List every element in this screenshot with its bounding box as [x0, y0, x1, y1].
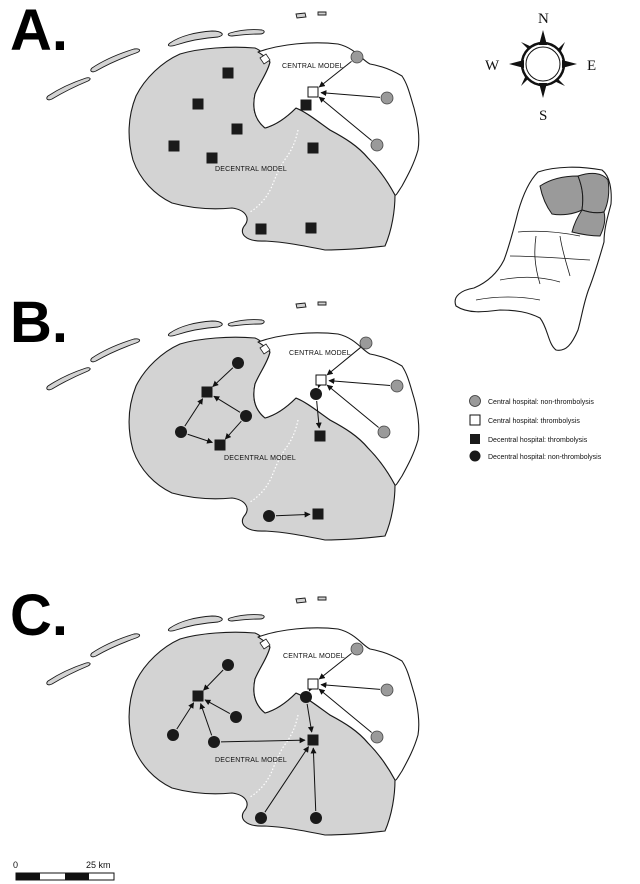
compass-north: N [538, 11, 549, 27]
central-model-label: CENTRAL MODEL [282, 63, 344, 70]
central-non-thrombolysis-hospital [378, 426, 390, 438]
scale-bar [13, 860, 114, 880]
decentral-model-label: DECENTRAL MODEL [224, 455, 296, 462]
decentral-thrombolysis-hospital [301, 100, 312, 111]
central-non-thrombolysis-hospital [391, 380, 403, 392]
compass-east: E [587, 58, 597, 74]
decentral-model-label: DECENTRAL MODEL [215, 757, 287, 764]
decentral-thrombolysis-hospital [306, 223, 317, 234]
legend-label-decentral-non-thrombolysis: Decentral hospital: non-thrombolysis [488, 454, 602, 461]
central-non-thrombolysis-hospital [381, 684, 393, 696]
decentral-thrombolysis-hospital [193, 691, 204, 702]
netherlands-inset-map [455, 167, 611, 350]
central-non-thrombolysis-hospital [371, 139, 383, 151]
scale-start-label: 0 [13, 860, 19, 870]
decentral-thrombolysis-hospital [215, 440, 226, 451]
scale-end-label: 25 km [86, 860, 111, 870]
central-thrombolysis-hospital [316, 375, 326, 385]
central-thrombolysis-hospital [308, 87, 318, 97]
legend-symbol-grey-circle [470, 396, 481, 407]
decentral-non-thrombolysis-hospital [208, 736, 220, 748]
decentral-thrombolysis-hospital [315, 431, 326, 442]
decentral-thrombolysis-hospital [308, 143, 319, 154]
central-non-thrombolysis-hospital [351, 51, 363, 63]
decentral-non-thrombolysis-hospital [255, 812, 267, 824]
central-model-label: CENTRAL MODEL [283, 653, 345, 660]
legend-label-central-non-thrombolysis: Central hospital: non-thrombolysis [488, 399, 594, 406]
decentral-model-label: DECENTRAL MODEL [215, 166, 287, 173]
map-panel-a [10, 0, 419, 250]
decentral-thrombolysis-hospital [202, 387, 213, 398]
panel-letter: C. [10, 583, 68, 648]
compass-west: W [485, 58, 500, 74]
decentral-thrombolysis-hospital [169, 141, 180, 152]
decentral-non-thrombolysis-hospital [167, 729, 179, 741]
legend-symbol-black-circle [470, 451, 481, 462]
compass-south: S [539, 108, 548, 124]
decentral-non-thrombolysis-hospital [300, 691, 312, 703]
decentral-thrombolysis-hospital [232, 124, 243, 135]
decentral-thrombolysis-hospital [207, 153, 218, 164]
central-non-thrombolysis-hospital [351, 643, 363, 655]
legend [470, 396, 602, 462]
legend-label-central-thrombolysis: Central hospital: thrombolysis [488, 418, 580, 425]
central-model-label: CENTRAL MODEL [289, 350, 351, 357]
decentral-thrombolysis-hospital [193, 99, 204, 110]
central-non-thrombolysis-hospital [360, 337, 372, 349]
central-non-thrombolysis-hospital [381, 92, 393, 104]
legend-label-decentral-thrombolysis: Decentral hospital: thrombolysis [488, 437, 588, 444]
central-thrombolysis-hospital [308, 679, 318, 689]
decentral-thrombolysis-hospital [313, 509, 324, 520]
decentral-thrombolysis-hospital [308, 735, 319, 746]
legend-symbol-white-square [470, 415, 480, 425]
decentral-non-thrombolysis-hospital [230, 711, 242, 723]
decentral-non-thrombolysis-hospital [310, 388, 322, 400]
decentral-thrombolysis-hospital [223, 68, 234, 79]
decentral-non-thrombolysis-hospital [222, 659, 234, 671]
decentral-non-thrombolysis-hospital [263, 510, 275, 522]
map-panel-b [10, 290, 419, 540]
decentral-non-thrombolysis-hospital [310, 812, 322, 824]
map-panel-c [10, 583, 419, 835]
decentral-non-thrombolysis-hospital [175, 426, 187, 438]
compass-rose [485, 11, 596, 124]
central-non-thrombolysis-hospital [371, 731, 383, 743]
panel-letter: A. [10, 0, 68, 63]
decentral-non-thrombolysis-hospital [232, 357, 244, 369]
panel-letter: B. [10, 290, 68, 355]
decentral-thrombolysis-hospital [256, 224, 267, 235]
decentral-non-thrombolysis-hospital [240, 410, 252, 422]
legend-symbol-black-square [470, 434, 480, 444]
